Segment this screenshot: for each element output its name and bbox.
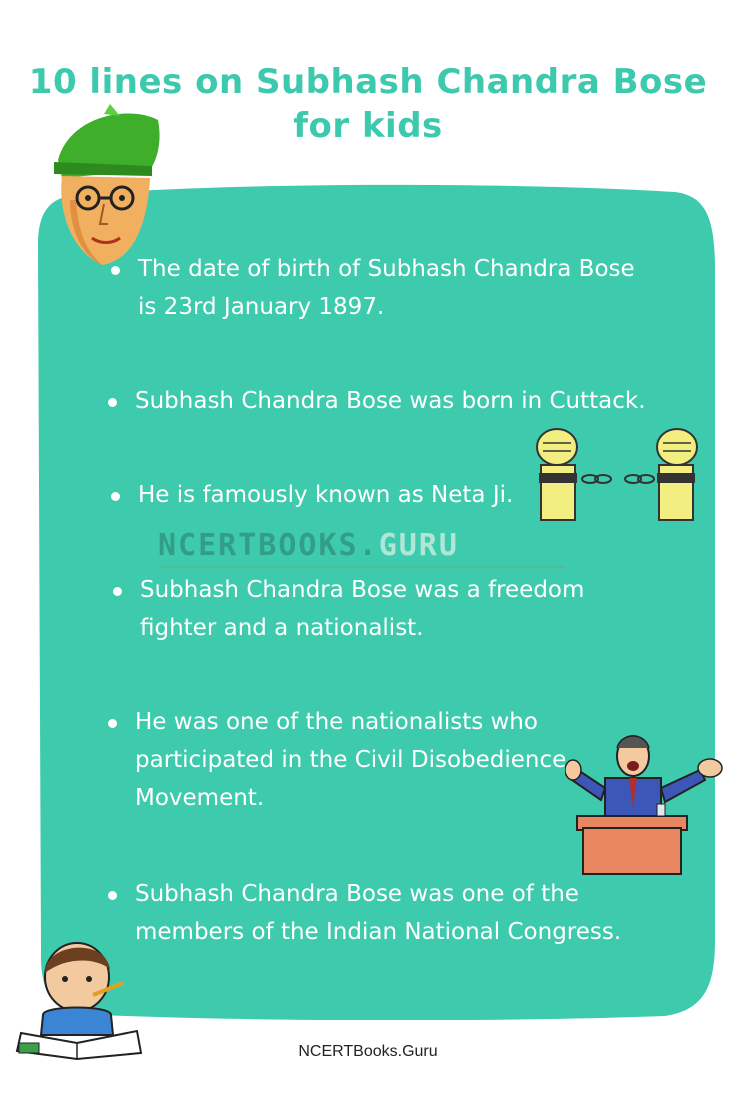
bullet-dot [111, 492, 120, 501]
bullet-text: Subhash Chandra Bose was a freedom [140, 577, 585, 603]
bullet-text: members of the Indian National Congress. [135, 919, 622, 945]
list-item [135, 875, 621, 951]
list-item [140, 571, 584, 647]
title-line-2: for kids [293, 106, 443, 146]
watermark-underline [160, 566, 565, 568]
watermark-main: NCERTBOOKS. [158, 528, 379, 563]
bullet-text: fighter and a nationalist. [140, 615, 424, 641]
bullet-dot [113, 587, 122, 596]
watermark [158, 528, 459, 563]
bullet-dot [111, 266, 120, 275]
list-item [138, 476, 513, 514]
bullet-text: Subhash Chandra Bose was one of the [135, 881, 579, 907]
watermark-accent: GURU [378, 528, 459, 563]
bullet-text: participated in the Civil Disobedience [135, 747, 567, 773]
bullet-dot [108, 891, 117, 900]
list-item [138, 250, 635, 326]
bullet-text: Subhash Chandra Bose was born in Cuttack. [135, 388, 646, 414]
bullet-text: He was one of the nationalists who [135, 709, 538, 735]
footer-site-name: NCERTBooks.Guru [298, 1043, 438, 1060]
list-item [135, 382, 646, 420]
bullet-dot [108, 719, 117, 728]
title-line-1: 10 lines on Subhash Chandra Bose [28, 62, 708, 102]
bullet-text: He is famously known as Neta Ji. [138, 482, 514, 508]
bullet-dot [108, 398, 117, 407]
bullet-text: The date of birth of Subhash Chandra Bose [138, 256, 635, 282]
bullet-text: Movement. [135, 785, 265, 811]
bullet-text: is 23rd January 1897. [138, 294, 385, 320]
list-item [135, 703, 566, 817]
